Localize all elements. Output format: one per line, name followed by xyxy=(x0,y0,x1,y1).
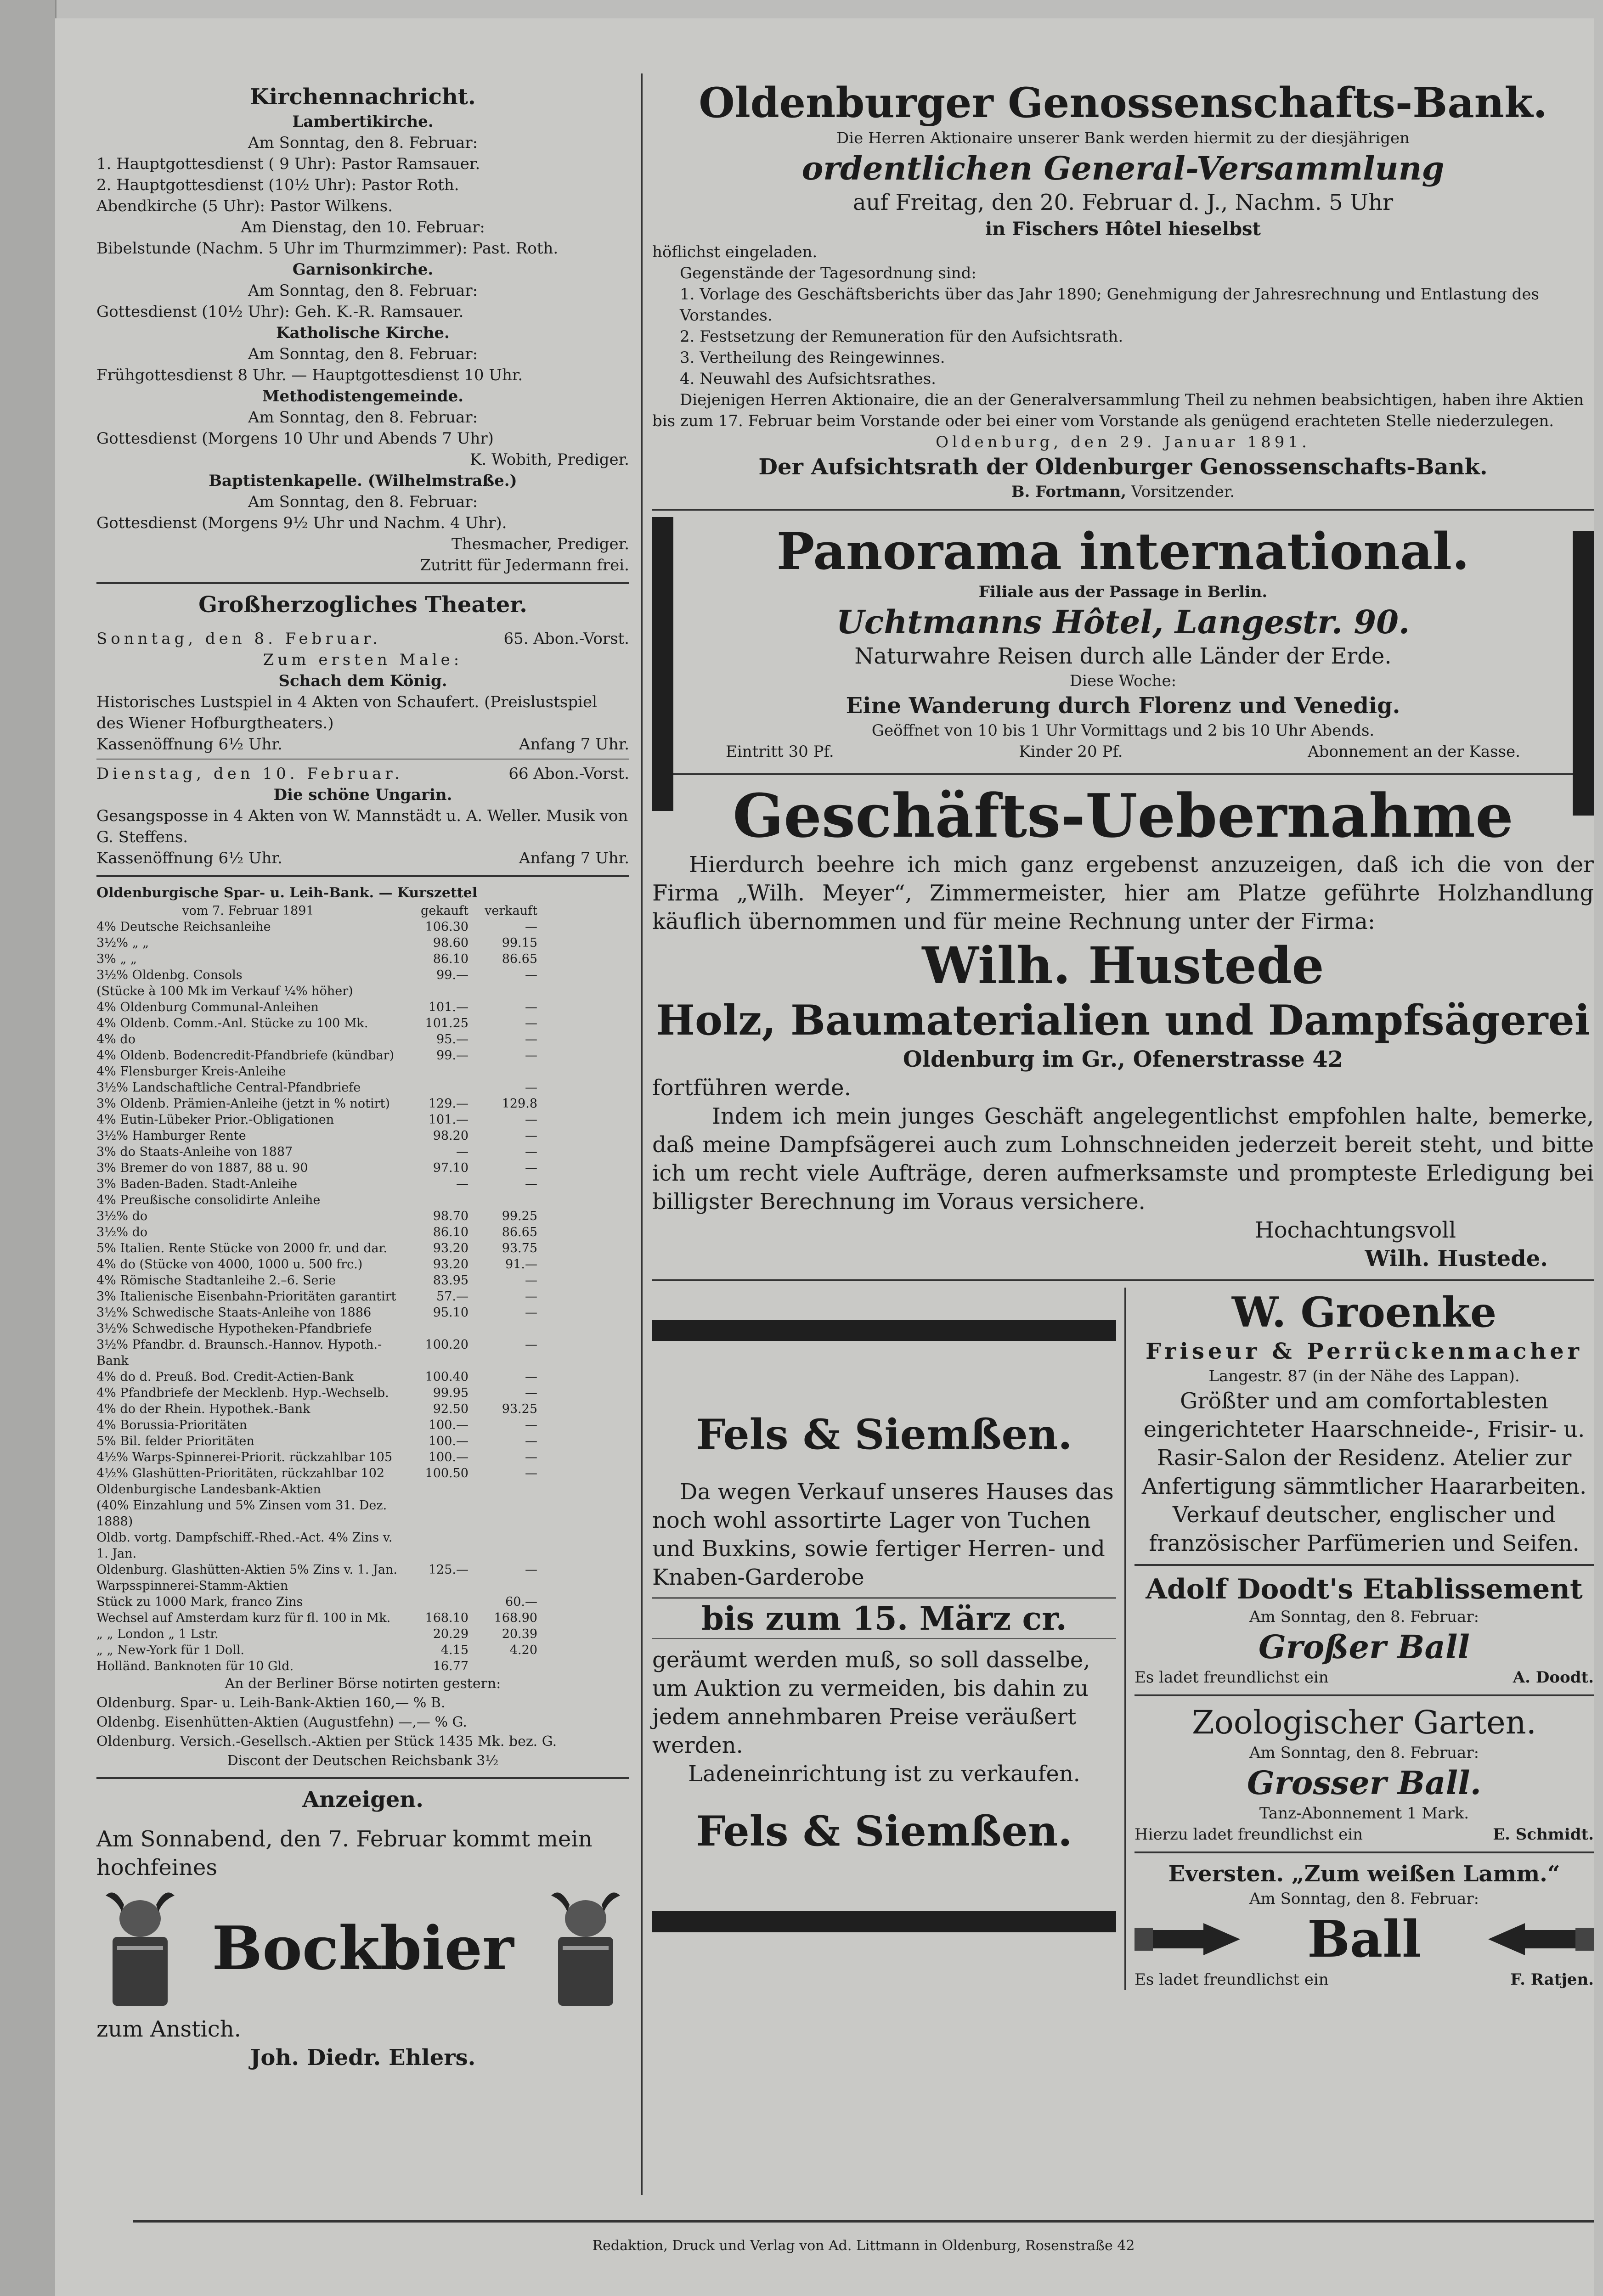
quote-sold: 20.39 xyxy=(502,1627,537,1641)
quote-bought: 99.— xyxy=(436,1048,468,1063)
garnison-line: Gottesdienst (10½ Uhr): Geh. K.-R. Ramsauer. xyxy=(96,303,464,321)
quote-name: 3½% do xyxy=(96,1225,148,1239)
quote-sold: — xyxy=(525,1466,537,1480)
fels-text3: Ladeneinrichtung ist zu verkaufen. xyxy=(688,1761,1080,1787)
uebernahme-title: Geschäfts-Uebernahme xyxy=(733,781,1513,851)
quote-sold: 86.65 xyxy=(502,952,537,966)
quote-sold xyxy=(473,983,537,999)
quote-sold: — xyxy=(525,1032,537,1047)
uebernahme-gruss: Hochachtungsvoll xyxy=(1254,1217,1456,1243)
quote-bought: 98.70 xyxy=(433,1209,468,1223)
doodt-ball: Großer Ball xyxy=(1258,1628,1470,1666)
ads-divider xyxy=(1124,1288,1126,1990)
quote-bought: 100.40 xyxy=(425,1370,468,1384)
genossen-sign: Der Aufsichtsrath der Oldenburger Genossenschafts-Bank. xyxy=(758,454,1488,480)
quote-bought: 98.60 xyxy=(433,936,468,950)
quote-name: Stück zu 1000 Mark, franco Zins xyxy=(96,1595,303,1609)
quote-name: 5% Italien. Rente Stücke von 2000 fr. und dar. xyxy=(96,1241,388,1255)
section-rule xyxy=(96,1777,629,1779)
quote-bought: 93.20 xyxy=(433,1241,468,1255)
quote-sold: 91.— xyxy=(505,1257,537,1272)
quote-name: 4% Deutsche Reichsanleihe xyxy=(96,920,271,934)
quote-bought xyxy=(404,983,468,999)
quote-name: 4% Borussia-Prioritäten xyxy=(96,1418,248,1432)
bottom-ads xyxy=(652,1288,1594,1990)
katholisch-date: Am Sonntag, den 8. Februar: xyxy=(248,345,478,363)
quote-sold: — xyxy=(525,1145,537,1159)
quote-sold: — xyxy=(525,1129,537,1143)
doodt-ad xyxy=(1135,1572,1594,1688)
everst-date: Am Sonntag, den 8. Februar: xyxy=(1249,1890,1479,1908)
genossen-gv: ordentlichen General-Versammlung xyxy=(802,149,1445,187)
quotes-date: vom 7. Februar 1891 xyxy=(182,904,314,918)
quote-sold: 4.20 xyxy=(509,1643,537,1657)
anzeigen-text1: Am Sonnabend, den 7. Februar kommt mein hochfeines xyxy=(96,1826,593,1880)
zoo-sign: E. Schmidt. xyxy=(1493,1825,1594,1844)
quote-bought: 168.10 xyxy=(425,1611,468,1625)
section-rule xyxy=(96,582,629,584)
quote-bought: 95.10 xyxy=(433,1306,468,1320)
quote-bought: 101.25 xyxy=(425,1016,468,1030)
everst-ball-row xyxy=(1135,1909,1594,1969)
quote-name: 3½% do xyxy=(96,1209,148,1223)
panorama-right-bar xyxy=(1573,531,1594,816)
methodist-heading: Methodistengemeinde. xyxy=(262,387,464,405)
baptist-date: Am Sonntag, den 8. Februar: xyxy=(248,493,478,511)
quote-sold xyxy=(473,1497,537,1530)
theater-title: Großherzogliches Theater. xyxy=(198,592,527,618)
quote-name: 3½% Oldenbg. Consols xyxy=(96,968,243,982)
quote-sold: — xyxy=(525,968,537,982)
section-rule xyxy=(652,1279,1594,1281)
methodist-line: Gottesdienst (Morgens 10 Uhr und Abends 7 Uhr) xyxy=(96,429,494,448)
section-rule xyxy=(652,509,1594,511)
quote-sold: — xyxy=(525,920,537,934)
bockbier-block xyxy=(96,1882,629,2015)
quote-bought xyxy=(404,1321,468,1337)
quote-sold: — xyxy=(525,1289,537,1304)
quote-name: 4% Eutin-Lübeker Prior.-Obligationen xyxy=(96,1113,334,1127)
lamberti-line-3: Abendkirche (5 Uhr): Pastor Wilkens. xyxy=(96,197,393,215)
baptist-line: Gottesdienst (Morgens 9½ Uhr und Nachm. 4 Uhr). xyxy=(96,514,507,532)
genossen-title: Oldenburger Genossenschafts-Bank. xyxy=(699,79,1547,127)
groenke-sub: Friseur & Perrückenmacher xyxy=(1146,1339,1583,1364)
quote-bought: 86.10 xyxy=(433,1225,468,1239)
groenke-title: W. Groenke xyxy=(1231,1288,1497,1337)
quote-name: 4% do d. Preuß. Bod. Credit-Actien-Bank xyxy=(96,1370,354,1384)
quote-bought xyxy=(404,1497,468,1530)
quote-sold: 93.75 xyxy=(502,1241,537,1255)
genossen-para: Diejenigen Herren Aktionaire, die an der Generalversammlung Theil zu nehmen beabsichtigen, haben ihre Aktien bis zum 17. Februar beim Vorstande oder bei einer vom Vorstande als genügend erachteten Stelle niederzulegen. xyxy=(652,391,1584,430)
quote-sold: — xyxy=(525,1306,537,1320)
quote-sold: — xyxy=(525,1338,537,1352)
quote-name: (Stücke à 100 Mk im Verkauf ¼% höher) xyxy=(96,984,353,998)
quote-sold: 129.8 xyxy=(502,1097,537,1111)
everst-title: Eversten. „Zum weißen Lamm.“ xyxy=(1168,1861,1560,1887)
section-rule xyxy=(1135,1564,1594,1566)
quote-sold xyxy=(473,1530,537,1562)
fels-text1: Da wegen Verkauf unseres Hauses das noch wohl assortirte Lager von Tuchen und Buxkins, sowie fertiger Herren- und Knaben-Garderobe xyxy=(652,1479,1114,1590)
quote-bought xyxy=(404,1080,468,1096)
garnison-heading: Garnisonkirche. xyxy=(292,260,434,279)
uebernahme-addr: Oldenburg im Gr., Ofenerstrasse 42 xyxy=(903,1047,1343,1072)
quote-name: 3½% Landschaftliche Central-Pfandbriefe xyxy=(96,1080,361,1095)
section-rule xyxy=(96,875,629,877)
quotes-title: Oldenburgische Spar- u. Leih-Bank. — Kurszettel xyxy=(96,885,478,901)
anzeigen-sign: Joh. Diedr. Ehlers. xyxy=(250,2045,476,2071)
quote-name: 3% Bremer do von 1887, 88 u. 90 xyxy=(96,1161,308,1175)
church-title: Kirchennachricht. xyxy=(250,84,476,110)
baptist-heading: Baptistenkapelle. (Wilhelmstraße.) xyxy=(209,472,517,490)
genossen-item-3: 3. Vertheilung des Reingewinnes. xyxy=(680,349,945,367)
right-ads xyxy=(1135,1288,1594,1990)
genossen-when: auf Freitag, den 20. Februar d. J., Nachm. 5 Uhr xyxy=(852,190,1394,215)
left-column xyxy=(96,83,629,2072)
quote-bought: 100.— xyxy=(428,1434,468,1448)
quote-name: 4% Flensburger Kreis-Anleihe xyxy=(96,1064,286,1079)
page-binding xyxy=(0,0,56,2296)
quote-name: 3% Oldenb. Prämien-Anleihe (jetzt in % notirt) xyxy=(96,1097,390,1111)
pointing-hand-right-icon xyxy=(1135,1919,1245,1960)
genossen-invite: höflichst eingeladen. xyxy=(652,243,818,261)
panorama-woche: Diese Woche: xyxy=(1069,672,1177,690)
quote-bought: 99.95 xyxy=(433,1386,468,1400)
footer-imprint: Redaktion, Druck und Verlag von Ad. Littmann in Oldenburg, Rosenstraße 42 xyxy=(592,2238,1135,2254)
quote-name: Oldenburg. Glashütten-Aktien 5% Zins v. 1. Jan. xyxy=(96,1563,397,1577)
quote-bought: 125.— xyxy=(428,1563,468,1577)
quote-sold: — xyxy=(525,1450,537,1464)
doodt-date: Am Sonntag, den 8. Februar: xyxy=(1249,1608,1479,1626)
quote-sold: — xyxy=(525,1177,537,1191)
theater-sun-desc: Historisches Lustspiel in 4 Akten von Schaufert. (Preislustspiel des Wiener Hofburgtheaters.) xyxy=(96,693,597,732)
quote-sold: — xyxy=(525,1016,537,1030)
theater-rule xyxy=(96,759,629,760)
fels-title: Fels & Siemßen. xyxy=(696,1410,1072,1459)
theater-notices xyxy=(96,591,629,869)
column-divider xyxy=(641,73,643,2195)
quotes-table xyxy=(96,919,629,1674)
section-rule xyxy=(1135,1694,1594,1696)
quote-sold xyxy=(473,1658,537,1674)
quote-name: 4% do der Rhein. Hypothek.-Bank xyxy=(96,1402,310,1416)
panorama-ad xyxy=(652,517,1594,767)
quote-bought: 16.77 xyxy=(433,1659,468,1673)
quote-name: 3½% Schwedische Hypotheken-Pfandbriefe xyxy=(96,1322,372,1336)
quote-bought: 129.— xyxy=(428,1097,468,1111)
fels-text2: geräumt werden muß, so soll dasselbe, um Auktion zu vermeiden, bis dahin zu jedem annehmbaren Preise veräußert werden. xyxy=(652,1647,1090,1758)
groenke-text: Größter und am comfortablesten eingerichteter Haarschneide-, Frisir- u. Rasir-Salon der Residenz. Atelier zur Anfertigung sämmtlicher Haararbeiten. Verkauf deutscher, englischer und französischer Parfümerien und Seifen. xyxy=(1141,1388,1587,1556)
quote-sold: 99.15 xyxy=(502,936,537,950)
quote-sold: — xyxy=(525,1048,537,1063)
fels-ad xyxy=(652,1288,1116,1990)
quote-bought: 86.10 xyxy=(433,952,468,966)
quote-name: 4½% Glashütten-Prioritäten, rückzahlbar 102 xyxy=(96,1466,385,1480)
quote-name: 4% Oldenburg Communal-Anleihen xyxy=(96,1000,319,1014)
quote-name: 5% Bil. felder Prioritäten xyxy=(96,1434,254,1448)
everst-sign: F. Ratjen. xyxy=(1510,1970,1594,1989)
fels-top-bar xyxy=(652,1320,1116,1341)
quotes-header xyxy=(96,903,629,919)
methodist-sign: K. Wobith, Prediger. xyxy=(469,450,629,469)
fels-bottom-bar xyxy=(652,1911,1116,1932)
genossen-item-4: 4. Neuwahl des Aufsichtsrathes. xyxy=(680,370,936,388)
bockbier-word: Bockbier xyxy=(212,1913,514,1983)
quote-bought: 100.50 xyxy=(425,1466,468,1480)
quote-bought: 99.— xyxy=(436,968,468,982)
quote-bought xyxy=(404,1064,468,1080)
everst-ball: Ball xyxy=(1307,1909,1421,1969)
zoo-abo: Tanz-Abonnement 1 Mark. xyxy=(1259,1804,1469,1823)
genossen-where: in Fischers Hôtel hieselbst xyxy=(985,218,1261,240)
stock-quotes xyxy=(96,884,629,1771)
theater-tue-anfang: Anfang 7 Uhr. xyxy=(519,849,629,867)
quote-name: Oldb. vortg. Dampfschiff.-Rhed.-Act. 4% Zins v. 1. Jan. xyxy=(96,1531,393,1561)
genossen-sign2b: Vorsitzender. xyxy=(1131,483,1235,501)
quote-bought xyxy=(404,1530,468,1562)
theater-sun-first: Zum ersten Male: xyxy=(263,651,463,669)
methodist-date: Am Sonntag, den 8. Februar: xyxy=(248,408,478,427)
zoo-ball: Grosser Ball. xyxy=(1247,1764,1482,1802)
theater-sun-date: Sonntag, den 8. Februar. xyxy=(96,630,382,648)
quote-name: 4% Oldenb. Comm.-Anl. Stücke zu 100 Mk. xyxy=(96,1016,368,1030)
quote-name: 3% Italienische Eisenbahn-Prioritäten garantirt xyxy=(96,1289,396,1304)
pointing-hand-left-icon xyxy=(1484,1919,1594,1960)
quote-bought: 4.15 xyxy=(440,1643,468,1657)
quote-name: 3% Baden-Baden. Stadt-Anleihe xyxy=(96,1177,298,1191)
quote-sold: — xyxy=(525,1000,537,1014)
quote-bought: — xyxy=(456,1145,468,1159)
quote-sold: — xyxy=(525,1418,537,1432)
quote-bought: 100.— xyxy=(428,1450,468,1464)
lamberti-line-2: 2. Hauptgottesdienst (10½ Uhr): Pastor Roth. xyxy=(96,176,459,194)
quote-name: 3½% Hamburger Rente xyxy=(96,1129,246,1143)
quote-sold xyxy=(473,1064,537,1080)
quote-bought: 100.20 xyxy=(425,1338,468,1352)
everst-invite: Es ladet freundlichst ein xyxy=(1135,1970,1329,1989)
bibelstunde: Bibelstunde (Nachm. 5 Uhr im Thurmzimmer): Past. Roth. xyxy=(96,239,559,258)
theater-sun-play: Schach dem König. xyxy=(278,672,447,690)
quote-bought: 93.20 xyxy=(433,1257,468,1272)
anzeigen xyxy=(96,1785,629,2072)
quote-name: 4½% Warps-Spinnerei-Priorit. rückzahlbar 105 xyxy=(96,1450,393,1464)
quote-name: Warpsspinnerei-Stamm-Aktien xyxy=(96,1579,288,1593)
quote-bought: 20.29 xyxy=(433,1627,468,1641)
quote-sold: 168.90 xyxy=(494,1611,537,1625)
quote-sold: — xyxy=(525,1161,537,1175)
quote-bought xyxy=(404,1578,468,1594)
quote-bought: 97.10 xyxy=(433,1161,468,1175)
doodt-title: Adolf Doodt's Etablissement xyxy=(1146,1573,1583,1605)
berlin-line-2: Oldenbg. Eisenhütten-Aktien (Augustfehn) —,— % G. xyxy=(96,1714,467,1730)
doodt-invite: Es ladet freundlichst ein xyxy=(1135,1668,1329,1687)
quote-name: „ „ London „ 1 Lstr. xyxy=(96,1627,219,1641)
quote-bought: 101.— xyxy=(428,1000,468,1014)
right-column xyxy=(652,78,1594,1990)
theater-tue-play: Die schöne Ungarin. xyxy=(273,786,452,804)
quote-sold: 86.65 xyxy=(502,1225,537,1239)
quotes-col-bought: gekauft xyxy=(421,904,468,918)
genossen-sign2: B. Fortmann, xyxy=(1011,483,1127,501)
fels-until: bis zum 15. März cr. xyxy=(652,1597,1116,1640)
quote-sold: 99.25 xyxy=(502,1209,537,1223)
quote-sold: — xyxy=(525,1370,537,1384)
berlin-line-1: Oldenburg. Spar- u. Leih-Bank-Aktien 160,— % B. xyxy=(96,1695,446,1711)
genossen-item-2: 2. Festsetzung der Remuneration für den Aufsichtsrath. xyxy=(680,327,1123,346)
quotes-col-sold: verkauft xyxy=(485,904,537,918)
quote-bought: 92.50 xyxy=(433,1402,468,1416)
fels-title2: Fels & Siemßen. xyxy=(696,1807,1072,1856)
quote-bought: 100.— xyxy=(428,1418,468,1432)
quote-name: 4% Oldenb. Bodencredit-Pfandbriefe (kündbar) xyxy=(96,1048,394,1063)
section-rule xyxy=(652,773,1594,775)
uebernahme-sign: Wilh. Hustede. xyxy=(1365,1246,1548,1272)
groenke-ad xyxy=(1135,1288,1594,1558)
quote-bought: 95.— xyxy=(436,1032,468,1047)
quote-sold xyxy=(473,1481,537,1497)
panorama-wanderung: Eine Wanderung durch Florenz und Venedig. xyxy=(846,693,1400,719)
theater-tue-date: Dienstag, den 10. Februar. xyxy=(96,765,403,783)
quote-name: 3½% „ „ xyxy=(96,936,149,950)
quote-name: 4% do (Stücke von 4000, 1000 u. 500 frc.) xyxy=(96,1257,363,1272)
footer-rule xyxy=(133,2220,1594,2223)
zoo-title: Zoologischer Garten. xyxy=(1191,1704,1536,1741)
quote-name: Holländ. Banknoten für 10 Gld. xyxy=(96,1659,294,1673)
goat-icon xyxy=(542,1886,629,2010)
quote-bought: 57.— xyxy=(436,1289,468,1304)
panorama-eintritt: Eintritt 30 Pf. xyxy=(726,743,834,761)
lamberti-date: Am Sonntag, den 8. Februar: xyxy=(248,134,478,152)
baptist-sign: Thesmacher, Prediger. xyxy=(452,535,629,553)
katholisch-heading: Katholische Kirche. xyxy=(276,324,450,342)
quote-bought: — xyxy=(456,1177,468,1191)
quote-name: 3½% Pfandbr. d. Braunsch.-Hannov. Hypoth.-Bank xyxy=(96,1338,382,1368)
theater-tue-abon: 66 Abon.-Vorst. xyxy=(508,765,629,783)
quote-sold: 93.25 xyxy=(502,1402,537,1416)
quote-bought: 106.30 xyxy=(425,920,468,934)
genossenschaft-ad xyxy=(652,78,1594,502)
uebernahme-firm: Wilh. Hustede xyxy=(922,936,1324,995)
quote-sold: — xyxy=(525,1273,537,1288)
katholisch-line: Frühgottesdienst 8 Uhr. — Hauptgottesdienst 10 Uhr. xyxy=(96,366,523,384)
genossen-date: Oldenburg, den 29. Januar 1891. xyxy=(936,433,1310,451)
zoo-ad xyxy=(1135,1703,1594,1845)
berlin-line-3: Oldenburg. Versich.-Gesellsch.-Aktien per Stück 1435 Mk. bez. G. xyxy=(96,1733,557,1750)
anzeigen-title: Anzeigen. xyxy=(302,1787,423,1812)
quote-sold: 60.— xyxy=(505,1595,537,1609)
lamberti-line-1: 1. Hauptgottesdienst ( 9 Uhr): Pastor Ramsauer. xyxy=(96,155,480,173)
theater-tue-desc: Gesangsposse in 4 Akten von W. Mannstädt u. A. Weller. Musik von G. Steffens. xyxy=(96,807,628,846)
theater-tue-kasse: Kassenöffnung 6½ Uhr. xyxy=(96,849,282,867)
panorama-kinder: Kinder 20 Pf. xyxy=(1019,743,1123,761)
quote-name: 4% do xyxy=(96,1032,135,1047)
genossen-tagesordnung: Gegenstände der Tagesordnung sind: xyxy=(680,264,976,282)
goat-icon xyxy=(96,1886,184,2010)
quote-name: 3% „ „ xyxy=(96,952,137,966)
quote-sold: — xyxy=(525,1113,537,1127)
tuesday-date: Am Dienstag, den 10. Februar: xyxy=(241,218,485,236)
theater-sun-anfang: Anfang 7 Uhr. xyxy=(519,735,629,754)
panorama-sub: Filiale aus der Passage in Berlin. xyxy=(978,583,1268,601)
theater-sun-abon: 65. Abon.-Vorst. xyxy=(503,630,629,648)
section-rule xyxy=(1135,1851,1594,1853)
quote-bought xyxy=(404,1192,468,1208)
zoo-date: Am Sonntag, den 8. Februar: xyxy=(1249,1744,1479,1762)
uebernahme-ad xyxy=(652,782,1594,1273)
uebernahme-text1: Hierdurch beehre ich mich ganz ergebenst anzuzeigen, daß ich die von der Firma „Wilh. Meyer“, Zimmermeister, hier am Platze geführte Holzhandlung käuflich übernommen und für meine Rechnung unter der Firma: xyxy=(652,852,1594,934)
quote-bought: 98.20 xyxy=(433,1129,468,1143)
quote-name: 4% Römische Stadtanleihe 2.–6. Serie xyxy=(96,1273,336,1288)
baptist-zutritt: Zutritt für Jedermann frei. xyxy=(420,556,629,574)
quote-name: 4% Pfandbriefe der Mecklenb. Hyp.-Wechselb. xyxy=(96,1386,389,1400)
quote-sold: — xyxy=(525,1080,537,1095)
uebernahme-firm2: Holz, Baumaterialien und Dampfsägerei xyxy=(656,996,1590,1045)
genossen-item-1: 1. Vorlage des Geschäftsberichts über das Jahr 1890; Genehmigung der Jahresrechnung und Entlastung des Vorstandes. xyxy=(680,285,1539,325)
quote-name: 3% do Staats-Anleihe von 1887 xyxy=(96,1145,293,1159)
quote-name: „ „ New-York für 1 Doll. xyxy=(96,1643,244,1657)
quote-sold: — xyxy=(525,1563,537,1577)
quote-name: (40% Einzahlung und 5% Zinsen vom 31. Dez. 1888) xyxy=(96,1498,387,1529)
lamberti-heading: Lambertikirche. xyxy=(292,113,434,131)
quote-bought xyxy=(404,1594,468,1610)
theater-sun-kasse: Kassenöffnung 6½ Uhr. xyxy=(96,735,282,754)
quote-name: 3½% Schwedische Staats-Anleihe von 1886 xyxy=(96,1306,372,1320)
panorama-hotel: Uchtmanns Hôtel, Langestr. 90. xyxy=(836,603,1410,641)
quote-name: 4% Preußische consolidirte Anleihe xyxy=(96,1193,321,1207)
quote-sold: — xyxy=(525,1434,537,1448)
uebernahme-text2: fortführen werde. xyxy=(652,1075,851,1101)
quote-sold xyxy=(473,1321,537,1337)
zoo-invite: Hierzu ladet freundlichst ein xyxy=(1135,1825,1363,1844)
quote-sold xyxy=(473,1192,537,1208)
panorama-left-bar xyxy=(652,517,673,811)
quote-bought xyxy=(404,1481,468,1497)
berlin-title: An der Berliner Börse notirten gestern: xyxy=(225,1676,501,1692)
quote-sold: — xyxy=(525,1386,537,1400)
quote-bought: 101.— xyxy=(428,1113,468,1127)
anzeigen-text2: zum Anstich. xyxy=(96,2016,241,2042)
quote-sold xyxy=(473,1578,537,1594)
panorama-line: Naturwahre Reisen durch alle Länder der Erde. xyxy=(854,643,1392,669)
quote-name: Oldenburgische Landesbank-Aktien xyxy=(96,1482,321,1497)
uebernahme-text3: Indem ich mein junges Geschäft angelegentlichst empfohlen halte, bemerke, daß meine Dampfsägerei auch zum Lohnschneiden jederzeit bereit steht, und bitte ich um recht viele Aufträge, deren aufmerksamste und prompteste Erledigung bei billigster Berechnung im Voraus versichere. xyxy=(652,1103,1594,1215)
quote-bought: 83.95 xyxy=(433,1273,468,1288)
genossen-intro: Die Herren Aktionaire unserer Bank werden hiermit zu der diesjährigen xyxy=(836,129,1410,147)
quote-name: Wechsel auf Amsterdam kurz für fl. 100 in Mk. xyxy=(96,1611,391,1625)
doodt-sign: A. Doodt. xyxy=(1513,1668,1594,1687)
church-notices xyxy=(96,83,629,576)
panorama-title: Panorama international. xyxy=(776,522,1470,581)
groenke-addr: Langestr. 87 (in der Nähe des Lappan). xyxy=(1208,1367,1520,1385)
panorama-open: Geöffnet von 10 bis 1 Uhr Vormittags und 2 bis 10 Uhr Abends. xyxy=(871,721,1375,740)
garnison-date: Am Sonntag, den 8. Februar: xyxy=(248,281,478,300)
panorama-abon: Abonnement an der Kasse. xyxy=(1308,743,1520,761)
discont: Discont der Deutschen Reichsbank 3½ xyxy=(227,1753,499,1769)
everst-ad xyxy=(1135,1860,1594,1990)
